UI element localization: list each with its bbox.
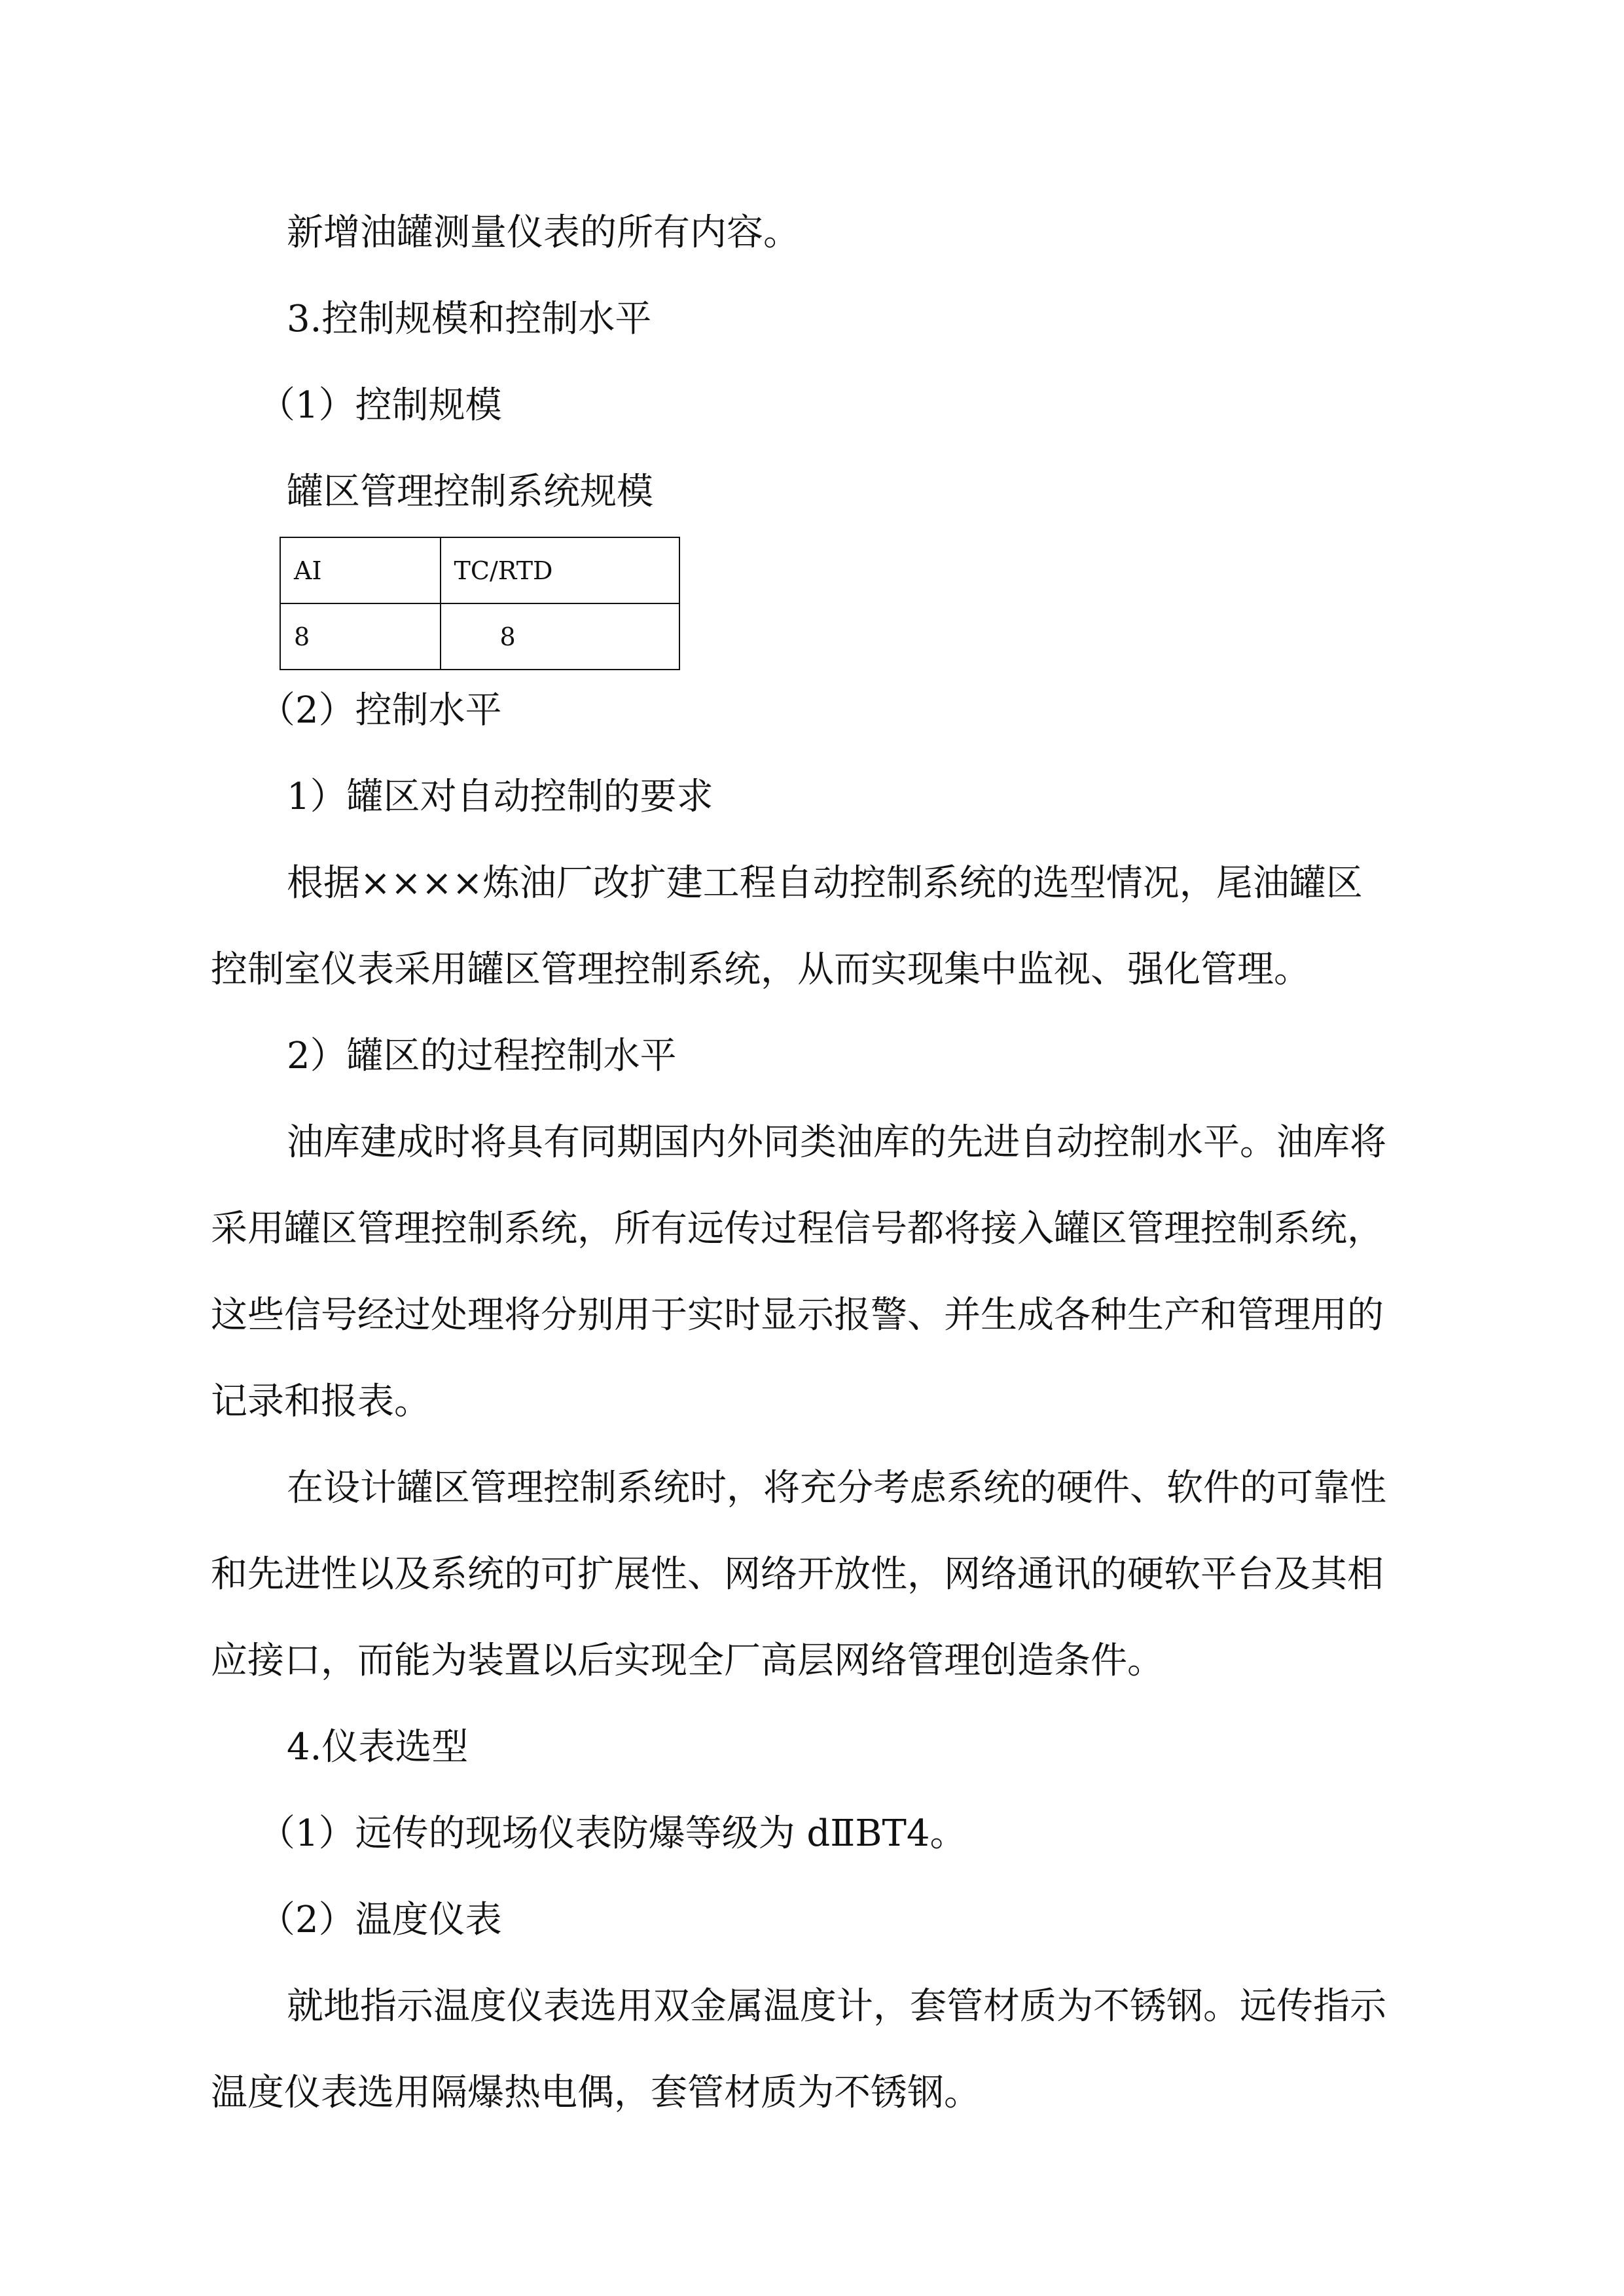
text-line: 新增油罐测量仪表的所有内容。 [287,211,800,254]
table-header-cell: AI [280,537,441,603]
paragraph-line: 采用罐区管理控制系统，所有远传过程信号都将接入罐区管理控制系统， [211,1208,1384,1250]
paragraph-line: 根据××××炼油厂改扩建工程自动控制系统的选型情况，尾油罐区 [287,862,1363,905]
paragraph-line: 就地指示温度仪表选用双金属温度计，套管材质为不锈钢。远传指示 [287,1985,1386,2028]
item-heading: 1）罐区对自动控制的要求 [287,776,713,818]
subsection-heading: （1）控制规模 [259,384,502,427]
section-heading: 4.仪表选型 [287,1726,469,1768]
paragraph-line: 在设计罐区管理控制系统时，将充分考虑系统的硬件、软件的可靠性 [287,1467,1386,1509]
table-header-row [280,537,679,603]
table-caption: 罐区管理控制系统规模 [287,471,653,513]
table-cell: 8 [441,603,679,670]
subsection-heading: （2）控制水平 [259,689,502,732]
table-row [280,603,679,670]
item-heading: 2）罐区的过程控制水平 [287,1035,677,1077]
paragraph-line: 应接口，而能为装置以后实现全厂高层网络管理创造条件。 [211,1640,1164,1682]
table-header-cell: TC/RTD [441,537,679,603]
paragraph-line: 记录和报表。 [211,1380,431,1423]
paragraph-line: 控制室仪表采用罐区管理控制系统，从而实现集中监视、强化管理。 [211,948,1310,991]
table-cell: 8 [280,603,441,670]
control-scale-table [280,537,680,670]
subsection-heading: （1）远传的现场仪表防爆等级为 dⅡBT4。 [259,1812,967,1855]
subsection-heading: （2）温度仪表 [259,1899,502,1941]
section-heading: 3.控制规模和控制水平 [287,298,652,340]
paragraph-line: 温度仪表选用隔爆热电偶，套管材质为不锈钢。 [211,2072,981,2114]
paragraph-line: 油库建成时将具有同期国内外同类油库的先进自动控制水平。油库将 [287,1121,1386,1164]
paragraph-line: 这些信号经过处理将分别用于实时显示报警、并生成各种生产和管理用的 [211,1294,1384,1336]
paragraph-line: 和先进性以及系统的可扩展性、网络开放性，网络通讯的硬软平台及其相 [211,1553,1384,1596]
